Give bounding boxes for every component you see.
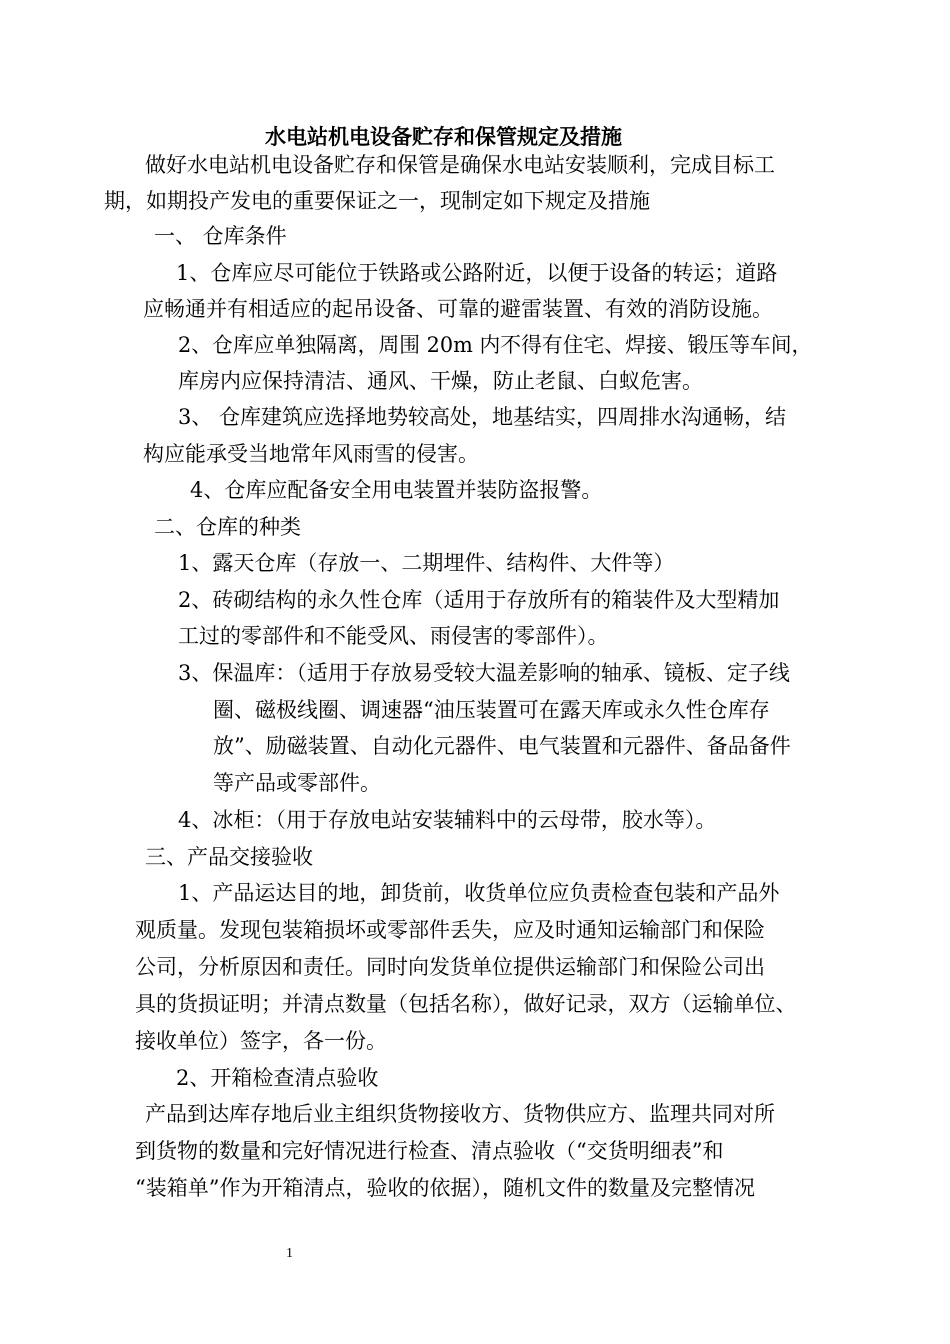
paragraph-line: 2、砖砌结构的永久性仓库（适用于存放所有的箱装件及大型精加 (178, 588, 780, 612)
paragraph-line: 产品到达库存地后业主组织货物接收方、货物供应方、监理共同对所 (145, 1102, 775, 1126)
paragraph-line: 4、仓库应配备安全用电装置并装防盗报警。 (190, 478, 603, 502)
paragraph-line: 接收单位）签字，各一份。 (135, 1029, 387, 1053)
paragraph-line: 3、保温库：（适用于存放易受较大温差影响的轴承、镜板、定子线 (178, 661, 790, 685)
paragraph-line: 放”、励磁装置、自动化元器件、电气装置和元器件、备品备件 (213, 734, 791, 758)
paragraph-line: 具的货损证明；并清点数量（包括名称），做好记录，双方（运输单位、 (135, 992, 797, 1016)
section-heading: 二、仓库的种类 (154, 515, 301, 539)
paragraph-line: 3、 仓库建筑应选择地势较高处，地基结实，四周排水沟通畅，结 (178, 405, 787, 429)
section-heading: 一、 仓库条件 (154, 224, 287, 248)
paragraph-line: 应畅通并有相适应的起吊设备、可靠的避雷装置、有效的消防设施。 (143, 297, 773, 321)
section-heading: 三、产品交接验收 (145, 845, 313, 869)
paragraph-line: 期，如期投产发电的重要保证之一，现制定如下规定及措施 (104, 189, 650, 213)
page-number: 1 (286, 1246, 293, 1261)
paragraph-line: 到货物的数量和完好情况进行检查、清点验收（“交货明细表”和 (135, 1139, 724, 1163)
paragraph-line: “装箱单”作为开箱清点，验收的依据），随机文件的数量及完整情况 (135, 1176, 755, 1200)
paragraph-line: 1、仓库应尽可能位于铁路或公路附近，以便于设备的转运；道路 (176, 261, 778, 285)
section-heading: 2、开箱检查清点验收 (176, 1066, 379, 1090)
paragraph-line: 1、产品运达目的地，卸货前，收货单位应负责检查包装和产品外 (178, 881, 780, 905)
paragraph-line: 4、冰柜：（用于存放电站安装辅料中的云母带，胶水等）。 (178, 808, 717, 832)
paragraph-line: 公司，分析原因和责任。同时向发货单位提供运输部门和保险公司出 (135, 955, 765, 979)
paragraph-line: 1、露天仓库（存放一、二期埋件、结构件、大件等） (178, 551, 675, 575)
paragraph-line: 库房内应保持清洁、通风、干燥，防止老鼠、白蚁危害。 (178, 369, 703, 393)
paragraph-line: 做好水电站机电设备贮存和保管是确保水电站安装顺利，完成目标工 (145, 153, 775, 177)
document-title: 水电站机电设备贮存和保管规定及措施 (265, 124, 622, 149)
paragraph-line: 2、仓库应单独隔离，周围 20m 内不得有住宅、焊接、锻压等车间， (178, 333, 813, 357)
paragraph-line: 观质量。发现包装箱损坏或零部件丢失，应及时通知运输部门和保险 (135, 918, 765, 942)
paragraph-line: 构应能承受当地常年风雨雪的侵害。 (143, 442, 479, 466)
paragraph-line: 圈、磁极线圈、调速器“油压装置可在露天库或永久性仓库存 (213, 698, 770, 722)
paragraph-line: 工过的零部件和不能受风、雨侵害的零部件）。 (178, 624, 609, 648)
paragraph-line: 等产品或零部件。 (213, 771, 381, 795)
